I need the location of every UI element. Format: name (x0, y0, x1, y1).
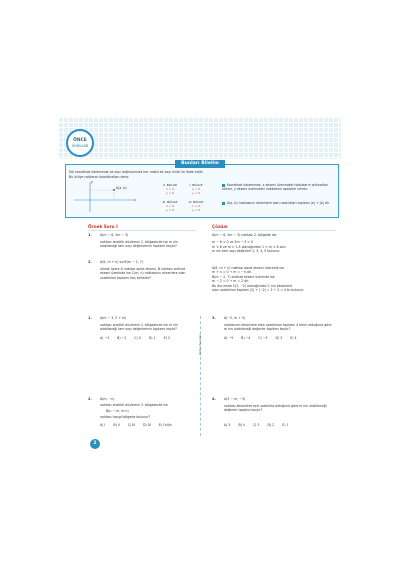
question-1-choices (100, 336, 178, 340)
publisher-vertical-label: Zafer Yayınları (198, 333, 202, 355)
info-bullet-2-text: A(a, b) noktasının eksenlere olan uzaklıkları toplamı |a| + |b| dir. (227, 201, 330, 205)
solution-part-1 (212, 233, 336, 254)
bullet-icon (222, 184, 225, 187)
q2-choice-e[interactable]: E) Orijin (158, 423, 172, 427)
page-number: 2 (90, 439, 100, 449)
solution-heading-rule (212, 230, 336, 231)
question-3-point: A(−2, m + 5) (224, 316, 246, 320)
q4-choice-a[interactable]: A) 5 (224, 423, 231, 427)
quadrant-4 (184, 200, 208, 212)
q1-choice-e[interactable]: E) 2 (163, 336, 170, 340)
bullet-icon (222, 202, 225, 205)
solution-1-line-2: m − 6 < 0 ve 2m − 3 > 0 (212, 240, 254, 245)
q4-choice-d[interactable]: D) 2 (267, 423, 275, 427)
q1-choice-a[interactable]: A) −3 (100, 336, 110, 340)
question-3-number: 3. (212, 316, 216, 320)
quadrant-1-sx: x > 0 (191, 187, 201, 191)
q4-choice-c[interactable]: C) 3 (252, 423, 260, 427)
question-1-point: A(m − 3, 2 + m) (100, 316, 127, 320)
header-grid-band (58, 117, 341, 159)
q4-choice-e[interactable]: E) 1 (282, 423, 289, 427)
quadrant-3 (158, 200, 182, 212)
info-text-1: Dik koordinat sisteminde ve sayı doğrularında her nokta bir sayı ikilisi ile ifade edilir. (69, 170, 204, 174)
example-q1-point: A(m − 6, 2m − 3) (100, 233, 129, 237)
quadrant-3-sx: x < 0 (165, 204, 175, 208)
question-1-text: noktası analitik düzlemin 2. bölgesinde ise m nin alabileceği tam sayı değerlerinin toplamı kaçtır? (100, 323, 178, 332)
q2-choice-a[interactable]: A) I (100, 423, 106, 427)
question-2-point: A(m, −n) (100, 397, 115, 401)
solution-2-line-2: m + n = 0 → m = −n dir. (212, 270, 252, 275)
solution-1-line-4: m nin tam sayı değerleri 2, 3, 4, 5 bulunur. (212, 249, 281, 254)
solution-2-line-1: A(6, m + n) noktası apsis ekseni üzerinde ise (212, 266, 285, 270)
question-4-number: 4. (212, 397, 216, 401)
q3-choice-d[interactable]: D) 2 (275, 336, 283, 340)
example-q2-number: 2. (88, 260, 92, 264)
info-text-2: Bu ikiliye noktanın koordinatları denir. (69, 175, 130, 179)
quadrant-2-sx: x < 0 (165, 187, 175, 191)
q3-choice-b[interactable]: B) −4 (241, 336, 251, 340)
badge-title: ÖNCE (73, 138, 87, 143)
coordinate-diagram (70, 180, 138, 214)
quadrant-4-sx: x > 0 (191, 204, 201, 208)
q4-choice-b[interactable]: B) 4 (238, 423, 245, 427)
solution-heading: Çözüm (212, 224, 228, 229)
example-heading: Örnek Soru I (88, 224, 118, 229)
q2-choice-c[interactable]: C) III (127, 423, 136, 427)
section-badge (66, 129, 94, 157)
question-4-point: A(2 − m, −3) (224, 397, 246, 401)
quadrant-2 (158, 183, 182, 195)
quadrant-2-name: II. BÖLGE (163, 183, 177, 187)
question-2-text-2: noktası hangi bölgede bulunur? (100, 415, 151, 419)
quadrant-1-sy: y > 0 (191, 191, 201, 195)
info-bullet-1-text: Koordinat sisteminde, x ekseni üzerindeki noktaların ordinatları sıfırdır, y ekseni üzerindeki noktaların apsisleri sıfırdır. (222, 183, 328, 192)
info-box-title: Bunları Bilelim (175, 160, 225, 168)
example-q1-number: 1. (88, 233, 92, 237)
axis-y-label: y (91, 180, 93, 184)
question-2-choices (100, 423, 180, 427)
quadrant-4-sy: y < 0 (191, 208, 201, 212)
info-bullet-1 (222, 183, 336, 192)
question-2-text-1: noktası analitik düzlemin 3. bölgesinde ise (100, 403, 168, 407)
q1-choice-d[interactable]: D) 1 (148, 336, 156, 340)
axis-x-label: x (134, 198, 136, 202)
quadrant-1-name: I. BÖLGE (189, 183, 203, 187)
solution-2-line-5: Bu durumda C(2, −2) olacağından C nin eksenlere (212, 283, 293, 288)
question-2-number: 2. (88, 397, 92, 401)
question-3-choices (224, 336, 305, 340)
solution-2-line-4: m − 2 = 0 → m = 2 dir. (212, 279, 250, 284)
question-4-text: noktası eksenlere eşit uzaklıkta olduğuna göre m nin alabileceği değerler toplamı kaçtır? (224, 404, 327, 413)
solution-2-line-3: B(m − 2, 7) ordinat ekseni üzerinde ise (212, 274, 275, 279)
quadrant-2-sy: y > 0 (165, 191, 175, 195)
q2-choice-b[interactable]: B) II (113, 423, 120, 427)
quadrant-3-name: III. BÖLGE (162, 200, 178, 204)
example-q2-text: olmak üzere A noktası apsis ekseni, B noktası ordinat ekseni üzerinde ise C(m, n) noktasının eksenlere olan uzaklıkları toplamı kaç birimdir? (100, 267, 186, 280)
example-q2-point: A(6, m + n) ve B(m − 2, 7) (100, 260, 143, 264)
solution-2-line-6: olan uzaklıkları toplamı |2| + |−2| = 2 + 2 = 4 br bulunur. (212, 288, 305, 293)
solution-1-line-1: A(m − 6, 2m − 3) noktası 2. bölgede ise (212, 233, 277, 237)
q3-choice-e[interactable]: E) 4 (290, 336, 297, 340)
question-1-number: 1. (88, 316, 92, 320)
example-heading-rule (88, 230, 196, 231)
question-4-choices (224, 423, 297, 427)
example-q1-text: noktası analitik düzlemin 2. bölgesinde ise m nin alabileceği tam sayı değerlerinin toplamı kaçtır? (100, 240, 178, 249)
question-3-text: noktasının eksenlere olan uzaklıkları toplamı 4 birim olduğuna göre m nin alabileceği değerler toplamı kaçtır? (224, 323, 332, 332)
q1-choice-c[interactable]: C) 0 (134, 336, 141, 340)
question-2-point-2: B(n − m, m·n) (106, 409, 129, 413)
q3-choice-a[interactable]: A) −9 (224, 336, 234, 340)
quadrant-1 (184, 183, 208, 195)
solution-part-2 (212, 266, 336, 292)
q2-choice-d[interactable]: D) IV (143, 423, 151, 427)
point-label: A(a, b) (116, 186, 127, 190)
info-bullet-2 (222, 201, 336, 205)
solution-1-line-3: m < 6 ve m > 1.5 olacağından 1 < m < 6 olur. (212, 244, 287, 249)
q3-choice-c[interactable]: C) −5 (258, 336, 268, 340)
q1-choice-b[interactable]: B) −1 (117, 336, 127, 340)
quadrant-3-sy: y < 0 (165, 208, 175, 212)
quadrant-4-name: IV. BÖLGE (188, 200, 204, 204)
badge-subtitle: SORULAR (71, 144, 89, 148)
